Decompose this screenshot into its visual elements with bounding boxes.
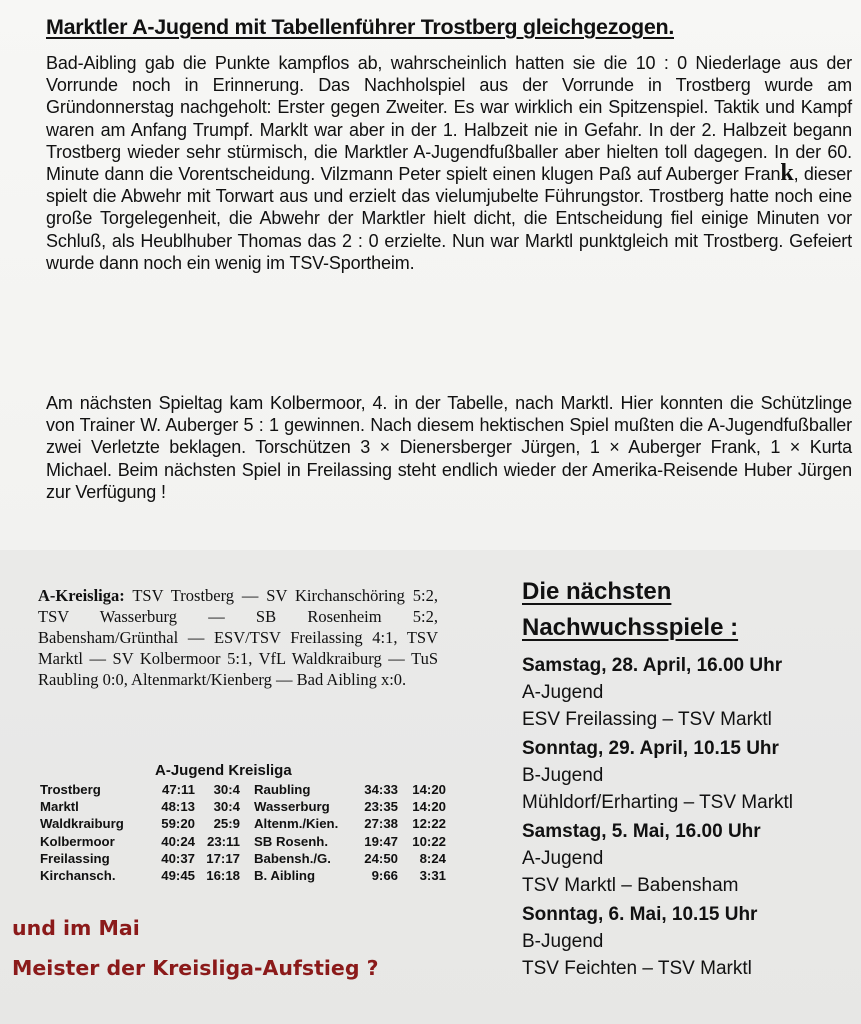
standings-body xyxy=(40,781,446,884)
paragraph-2-text: Am nächsten Spieltag kam Kolbermoor, 4. in der Tabelle, nach Marktl. Hier konnten die Schützlinge von Trainer W. Auberger 5 : 1 gewinnen. Nach diesem hektischen Spiel mußten die A-Jugendfußballer zwei Verletzte beklagen. Torschützen 3 × Dienersberger Jürgen, 1 × Auberger Frank, 1 × Kurta Michael. Beim nächsten Spiel in Freilassing steht endlich wieder der Amerika-Reisende Huber Jürgen zur Verfügung ! xyxy=(46,393,852,502)
goals-cell: 48:13 xyxy=(161,799,195,815)
game-team: B-Jugend xyxy=(522,931,604,952)
article-paragraph-1 xyxy=(46,52,852,274)
article-paragraph-2 xyxy=(46,392,852,503)
game-team: B-Jugend xyxy=(522,765,604,786)
goals-cell: 27:38 xyxy=(364,816,398,832)
game-date: Sonntag, 6. Mai, 10.15 Uhr xyxy=(522,904,758,925)
next-games-list xyxy=(522,652,857,984)
points-cell: 23:11 xyxy=(206,833,240,849)
team-cell: Wasserburg xyxy=(254,799,330,815)
table-row xyxy=(40,781,446,798)
points-cell: 30:4 xyxy=(213,782,240,798)
list-item xyxy=(522,901,857,983)
table-row xyxy=(40,798,446,815)
list-item xyxy=(522,818,857,900)
team-cell: Marktl xyxy=(40,799,79,815)
team-cell: Altenm./Kien. xyxy=(254,816,339,832)
team-cell: SB Rosenh. xyxy=(254,833,329,849)
kreisliga-results-text: TSV Trostberg — SV Kirchanschöring 5:2, TSV Wasserburg — SB Rosenheim 5:2, Babensham/Grünthal — ESV/TSV Freilassing 4:1, TSV Marktl — SV Kolbermoor 5:1, VfL Waldkraiburg — TuS Raubling 0:0, Altenmarkt/Kienberg — Bad Aibling x:0. xyxy=(38,586,439,689)
paragraph-1-text-a: Bad-Aibling gab die Punkte kampflos ab, wahrscheinlich hatten sie die 10 : 0 Niederlage aus der Vorrunde noch in Erinnerung. Das Nachholspiel aus der Vorrunde in Trostberg wurde am Gründonnerstag nachgeholt: Erster gegen Zweiter. Es war wirklich ein Spitzenspiel. Taktik und Kampf waren am Anfang Trumpf. Marklt war aber in der 1. Halbzeit nie in Gefahr. In der 2. Halbzeit begann Trostberg wieder sehr stürmisch, die Marktler A-Jugendfußballer aber hielten toll dagegen. In der 60. Minute dann die Vorentscheidung. Vilzmann Peter spielt einen klugen Paß auf Auberger Fran xyxy=(46,53,852,185)
article-headline: Marktler A-Jugend mit Tabellenführer Trostberg gleichgezogen. xyxy=(46,15,674,39)
points-cell: 10:22 xyxy=(412,833,446,849)
table-row xyxy=(40,850,446,867)
list-item xyxy=(522,735,857,817)
team-cell: Kirchansch. xyxy=(40,868,116,884)
team-cell: Babensh./G. xyxy=(254,850,331,866)
points-cell: 14:20 xyxy=(412,799,446,815)
table-row xyxy=(40,815,446,832)
handwritten-note-line-2: Meister der Kreisliga-Aufstieg ? xyxy=(12,956,379,980)
table-row xyxy=(40,833,446,850)
goals-cell: 34:33 xyxy=(364,782,398,798)
team-cell: Raubling xyxy=(254,782,311,798)
standings-title: A-Jugend Kreisliga xyxy=(155,762,292,779)
points-cell: 14:20 xyxy=(412,782,446,798)
team-cell: Trostberg xyxy=(40,782,101,798)
next-games-title xyxy=(522,574,738,646)
game-date: Samstag, 5. Mai, 16.00 Uhr xyxy=(522,821,761,842)
kreisliga-results xyxy=(38,585,438,690)
goals-cell: 40:37 xyxy=(161,850,195,866)
goals-cell: 24:50 xyxy=(364,850,398,866)
points-cell: 25:9 xyxy=(213,816,240,832)
kreisliga-heading: A-Kreisliga: xyxy=(38,586,125,605)
team-cell: B. Aibling xyxy=(254,868,316,884)
goals-cell: 19:47 xyxy=(364,833,398,849)
goals-cell: 23:35 xyxy=(364,799,398,815)
goals-cell: 49:45 xyxy=(161,868,195,884)
game-date: Sonntag, 29. April, 10.15 Uhr xyxy=(522,738,779,759)
list-item xyxy=(522,652,857,734)
game-team: A-Jugend xyxy=(522,848,604,869)
goals-cell: 47:11 xyxy=(161,782,195,798)
game-match: ESV Freilassing – TSV Marktl xyxy=(522,709,772,730)
handwritten-note-line-1: und im Mai xyxy=(12,916,140,940)
paragraph-1-text-b: , dieser spielt die Abwehr mit Torwart aus und erzielt das vielumjubelte Führungstor. Trostberg hatte noch eine große Torgelegenheit, die Abwehr der Marktler hielt dicht, die Entscheidung fiel einige Minuten vor Schluß, als Heublhuber Thomas das 2 : 0 erzielte. Nun war Marktl punktgleich mit Trostberg. Gefeiert wurde dann noch ein wenig im TSV-Sportheim. xyxy=(46,164,853,273)
goals-cell: 9:66 xyxy=(371,868,398,884)
points-cell: 17:17 xyxy=(206,850,240,866)
game-match: TSV Feichten – TSV Marktl xyxy=(522,958,752,979)
game-team: A-Jugend xyxy=(522,682,604,703)
game-match: Mühldorf/Erharting – TSV Marktl xyxy=(522,792,794,813)
team-cell: Freilassing xyxy=(40,850,110,866)
standings-table xyxy=(40,781,446,884)
points-cell: 3:31 xyxy=(419,868,446,884)
team-cell: Kolbermoor xyxy=(40,833,115,849)
handwritten-correction-mark: k xyxy=(780,160,794,187)
points-cell: 12:22 xyxy=(412,816,446,832)
points-cell: 8:24 xyxy=(419,850,446,866)
goals-cell: 40:24 xyxy=(161,833,195,849)
team-cell: Waldkraiburg xyxy=(40,816,124,832)
game-match: TSV Marktl – Babensham xyxy=(522,875,739,896)
points-cell: 16:18 xyxy=(206,868,240,884)
table-row xyxy=(40,867,446,884)
next-games-title-line-1: Die nächsten xyxy=(522,578,672,605)
points-cell: 30:4 xyxy=(213,799,240,815)
game-date: Samstag, 28. April, 16.00 Uhr xyxy=(522,655,783,676)
goals-cell: 59:20 xyxy=(161,816,195,832)
next-games-title-line-2: Nachwuchsspiele : xyxy=(522,614,739,641)
